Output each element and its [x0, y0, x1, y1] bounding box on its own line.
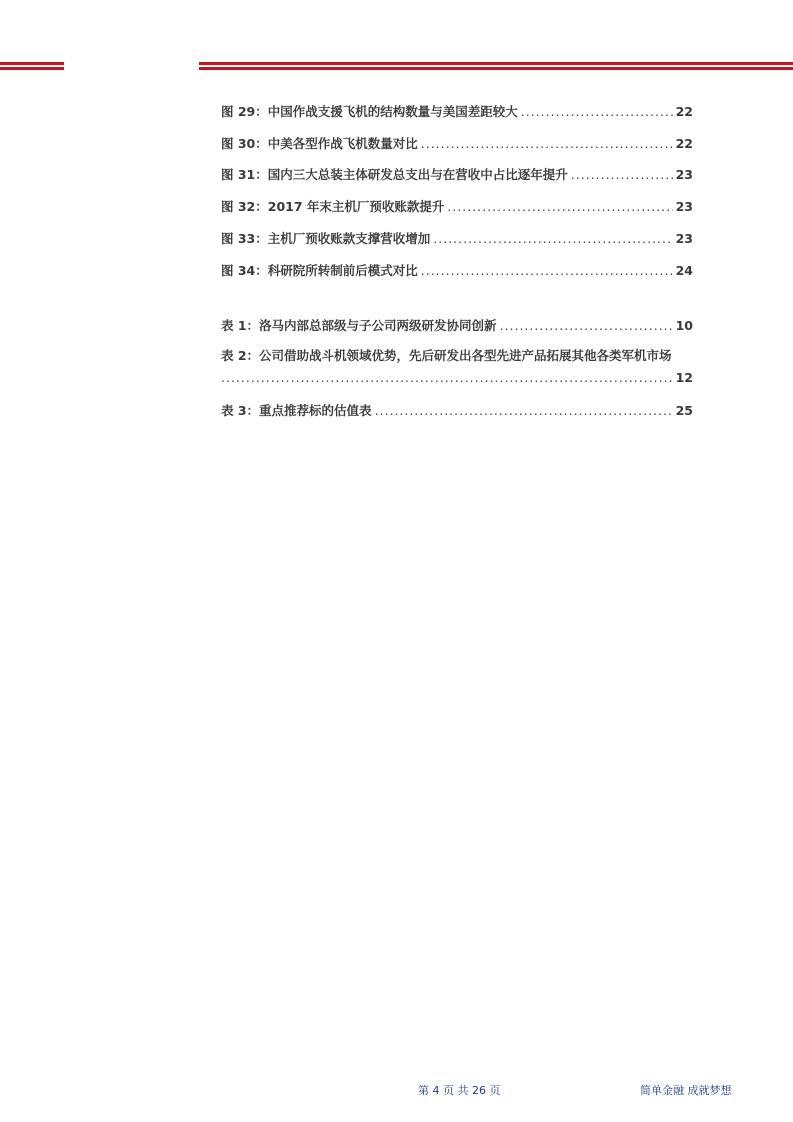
toc-leader-dots [421, 136, 673, 151]
toc-entry-fig33[interactable] [221, 229, 693, 247]
toc-leader-dots [421, 263, 673, 278]
toc-entry-title: 图 30：中美各型作战飞机数量对比 [221, 136, 418, 151]
toc-entry-fig29[interactable] [221, 102, 693, 120]
toc-entry-title: 表 3：重点推荐标的估值表 [221, 403, 372, 418]
toc-entry-page: 23 [675, 167, 693, 182]
toc-entry-tab2-line1[interactable] [221, 346, 693, 364]
toc-entry-fig31[interactable] [221, 165, 693, 183]
footer-page-info: 第 4 页 共 26 页 [418, 1084, 501, 1097]
toc-entry-fig34[interactable] [221, 261, 693, 279]
toc-leader-dots [221, 370, 673, 385]
header-rule-right [199, 62, 793, 70]
toc-leader-dots [500, 318, 673, 333]
toc-entry-title: 图 32：2017 年末主机厂预收账款提升 [221, 199, 445, 214]
toc-leader-dots [571, 167, 673, 182]
footer-slogan: 简单金融 成就梦想 [640, 1084, 732, 1097]
toc-leader-dots [447, 199, 672, 214]
toc-entry-title: 图 33：主机厂预收账款支撑营收增加 [221, 231, 431, 246]
toc-leader-dots [521, 104, 673, 119]
toc-entry-page: 23 [675, 199, 693, 214]
toc-entry-fig30[interactable] [221, 134, 693, 152]
toc-entry-tab2-line2[interactable] [221, 370, 693, 385]
toc-entry-page: 24 [675, 263, 693, 278]
toc-leader-dots [375, 403, 673, 418]
toc-entry-page: 22 [675, 136, 693, 151]
toc-entry-title: 图 34：科研院所转制前后模式对比 [221, 263, 418, 278]
toc-entry-title: 表 1：洛马内部总部级与子公司两级研发协同创新 [221, 318, 497, 333]
toc-entry-title: 图 29：中国作战支援飞机的结构数量与美国差距较大 [221, 104, 518, 119]
toc-entry-page: 23 [675, 231, 693, 246]
toc-entry-title: 图 31：国内三大总装主体研发总支出与在营收中占比逐年提升 [221, 167, 568, 182]
toc-entry-fig32[interactable] [221, 197, 693, 215]
toc-entry-tab3[interactable] [221, 401, 693, 419]
header-rule-left [0, 62, 64, 70]
toc-entry-title: 表 2：公司借助战斗机领域优势，先后研发出各型先进产品拓展其他各类军机市场 [221, 348, 672, 363]
toc-entry-page: 25 [675, 403, 693, 418]
toc-entry-page: 22 [675, 104, 693, 119]
toc-entry-tab1[interactable] [221, 316, 693, 334]
toc-leader-dots [433, 231, 672, 246]
toc-entry-page: 10 [675, 318, 693, 333]
toc-entry-page: 12 [675, 370, 693, 385]
